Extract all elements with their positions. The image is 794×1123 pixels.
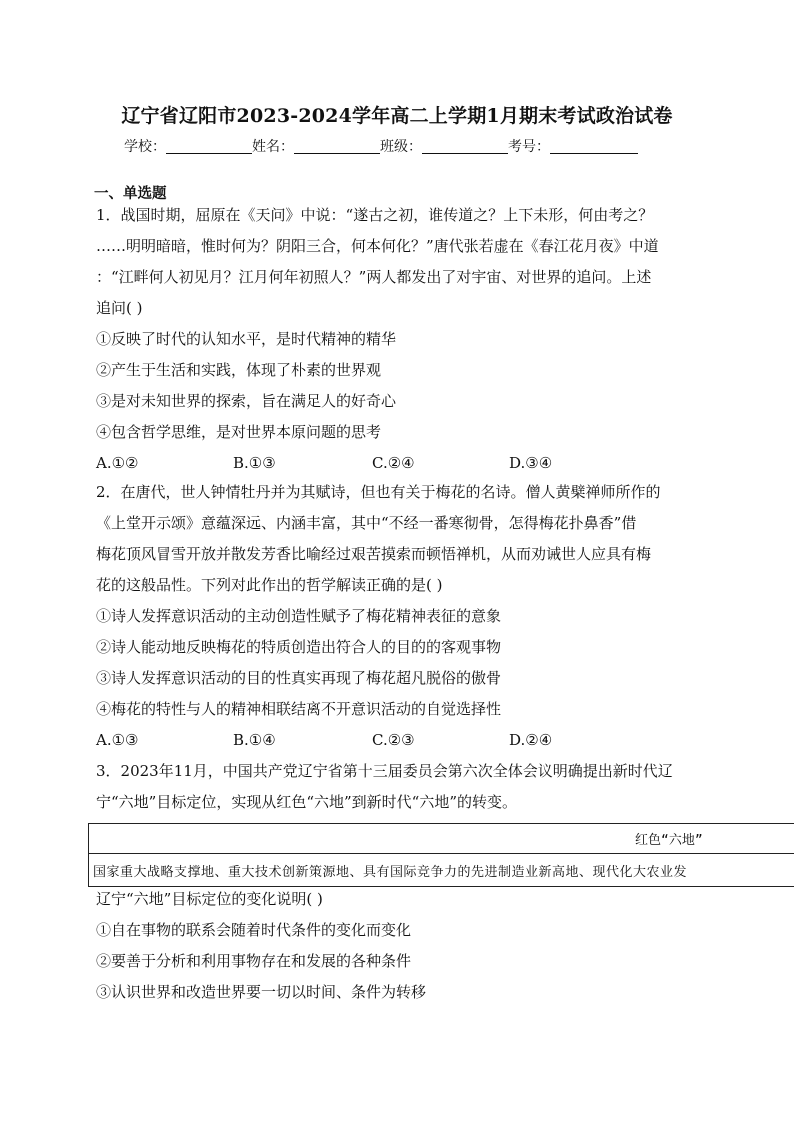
six-places-table xyxy=(88,823,794,887)
q1-stem-line-2: ……明明暗暗，惟时何为？阴阳三合，何本何化？”唐代张若虚在《春江花月夜》中道 xyxy=(96,237,659,255)
q2-stem-line-1: 2．在唐代，世人钟情牡丹并为其赋诗，但也有关于梅花的名诗。僧人黄檗禅师所作的 xyxy=(96,483,661,501)
q1-option-c[interactable]: C.②④ xyxy=(372,454,415,472)
number-label: 考号： xyxy=(508,139,550,155)
q3-stem-line-1: 3．2023年11月，中国共产党辽宁省第十三届委员会第六次全体会议明确提出新时代辽 xyxy=(96,762,673,780)
name-blank xyxy=(294,139,380,154)
number-blank xyxy=(550,139,638,154)
q2-option-c[interactable]: C.②③ xyxy=(372,731,415,749)
class-blank xyxy=(422,139,508,154)
q1-statement-2: ②产生于生活和实践，体现了朴素的世界观 xyxy=(96,361,382,379)
q1-statement-3: ③是对未知世界的探索，旨在满足人的好奇心 xyxy=(96,392,397,410)
q1-option-d[interactable]: D.③④ xyxy=(509,454,553,472)
table-cell-new-six-places: 国家重大战略支撑地、重大技术创新策源地、具有国际竞争力的先进制造业新高地、现代化大农业发 xyxy=(93,865,688,880)
q1-statement-1: ①反映了时代的认知水平，是时代精神的精华 xyxy=(96,330,397,348)
q2-stem-line-2: 《上堂开示颂》意蕴深远、内涵丰富，其中“不经一番寒彻骨，怎得梅花扑鼻香”借 xyxy=(96,514,637,532)
q2-statement-4: ④梅花的特性与人的精神相联结离不开意识活动的自觉选择性 xyxy=(96,700,502,718)
q3-stem-line-2: 宁“六地”目标定位，实现从红色“六地”到新时代“六地”的转变。 xyxy=(96,793,518,811)
q2-option-a[interactable]: A.①③ xyxy=(96,731,139,749)
q2-option-b[interactable]: B.①④ xyxy=(233,731,276,749)
exam-title: 辽宁省辽阳市2023-2024学年高二上学期1月期末考试政治试卷 xyxy=(121,105,673,127)
q1-stem-line-4: 追问( ) xyxy=(96,299,143,317)
q1-option-a[interactable]: A.①② xyxy=(96,454,139,472)
q1-option-b[interactable]: B.①③ xyxy=(233,454,276,472)
school-label: 学校： xyxy=(124,139,166,155)
q3-statement-3: ③认识世界和改造世界要一切以时间、条件为转移 xyxy=(96,983,427,1001)
q1-stem-line-1: 1．战国时期，屈原在《天问》中说：“遂古之初，谁传道之？上下未形，何由考之？ xyxy=(96,206,654,224)
q3-stem-line-3: 辽宁“六地”目标定位的变化说明( ) xyxy=(96,890,323,908)
q3-statement-2: ②要善于分析和利用事物存在和发展的各种条件 xyxy=(96,952,412,970)
q1-stem-line-3: ：“江畔何人初见月？江月何年初照人？”两人都发出了对宇宙、对世界的追问。上述 xyxy=(96,268,652,286)
class-label: 班级： xyxy=(380,139,422,155)
q3-statement-1: ①自在事物的联系会随着时代条件的变化而变化 xyxy=(96,921,412,939)
section-title: 一、单选题 xyxy=(94,185,167,202)
q2-statement-1: ①诗人发挥意识活动的主动创造性赋予了梅花精神表征的意象 xyxy=(96,607,502,625)
table-header-row xyxy=(89,824,794,854)
q2-option-d[interactable]: D.②④ xyxy=(509,731,553,749)
name-label: 姓名： xyxy=(252,139,294,155)
q2-stem-line-3: 梅花顶风冒雪开放并散发芳香比喻经过艰苦摸索而顿悟禅机，从而劝诫世人应具有梅 xyxy=(96,545,652,563)
q2-statement-3: ③诗人发挥意识活动的目的性真实再现了梅花超凡脱俗的傲骨 xyxy=(96,669,502,687)
table-header-red-six-places: 红色“六地” xyxy=(635,833,703,848)
student-info-line xyxy=(124,136,638,156)
q2-stem-line-4: 花的这般品性。下列对此作出的哲学解读正确的是( ) xyxy=(96,576,443,594)
q2-statement-2: ②诗人能动地反映梅花的特质创造出符合人的目的的客观事物 xyxy=(96,638,502,656)
school-blank xyxy=(166,139,252,154)
q1-statement-4: ④包含哲学思维，是对世界本原问题的思考 xyxy=(96,423,382,441)
